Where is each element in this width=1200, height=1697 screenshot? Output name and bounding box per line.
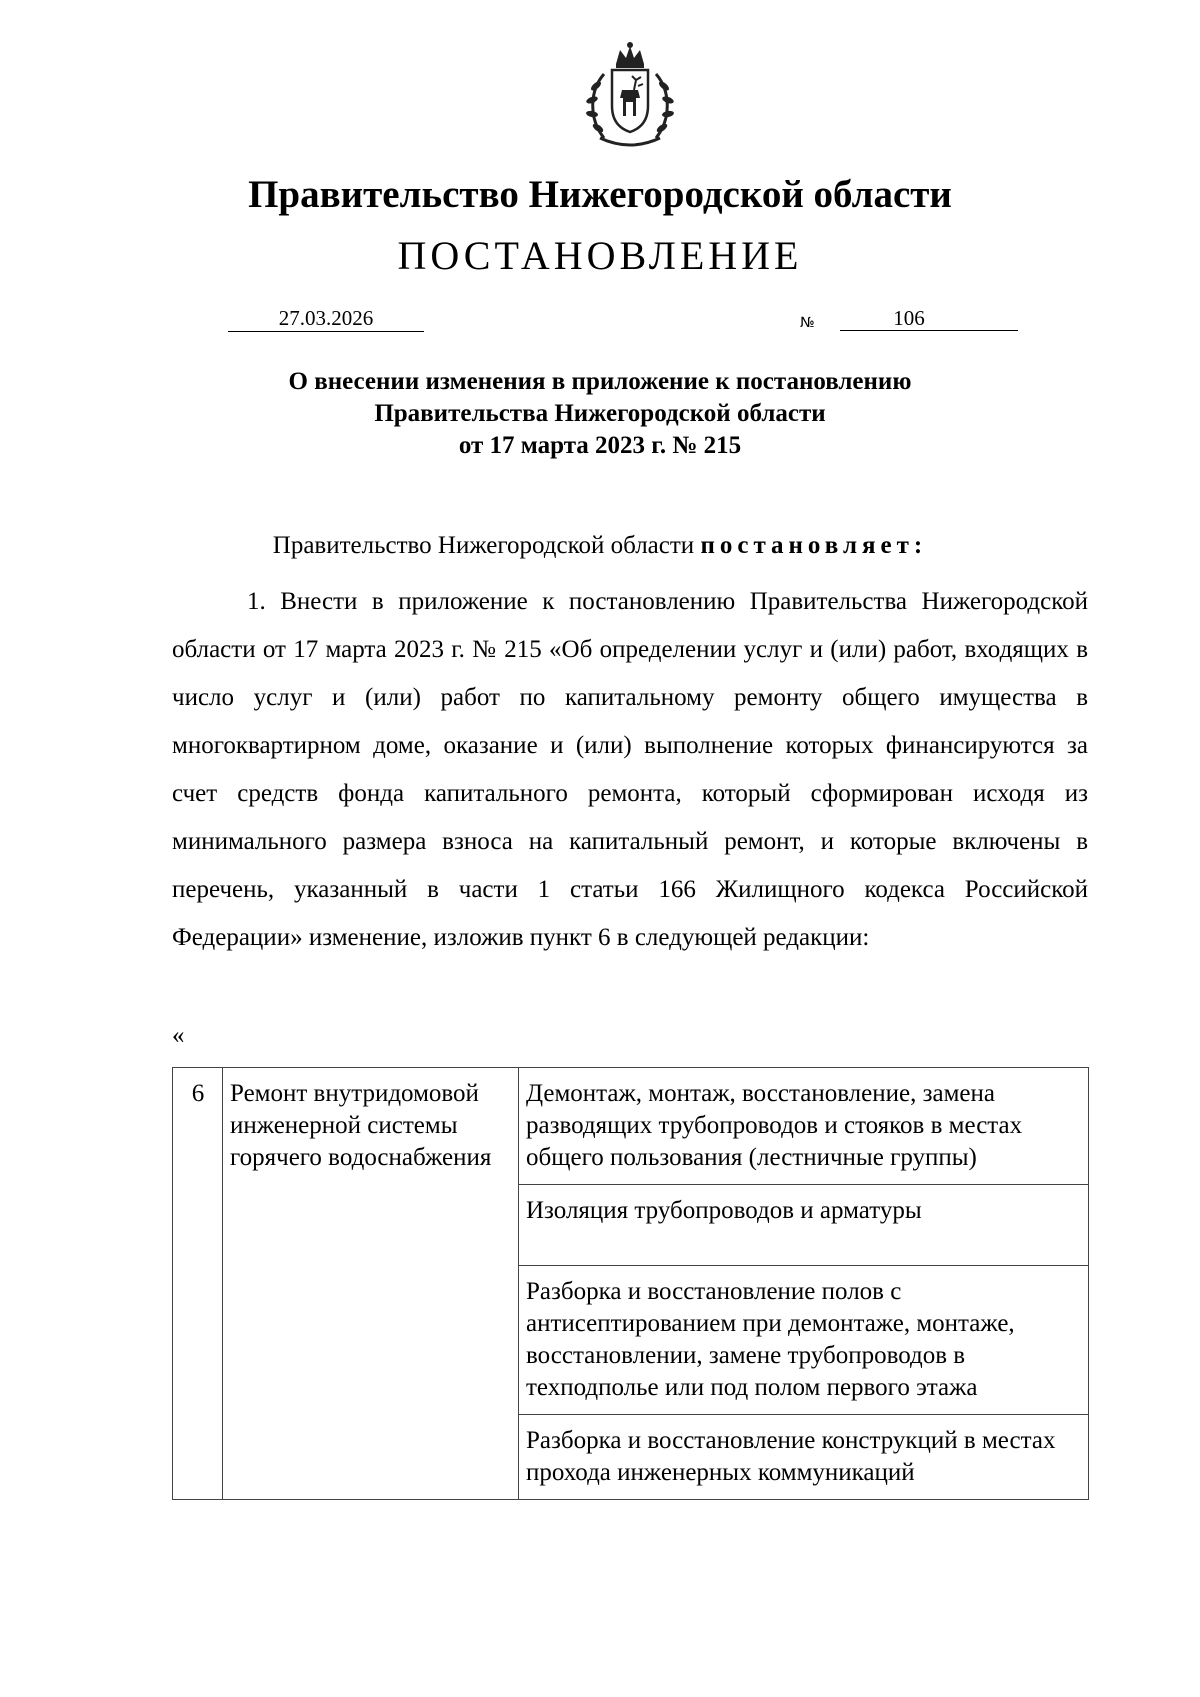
title-line-3: от 17 марта 2023 г. № 215 — [458, 432, 742, 459]
work-cell: Разборка и восстановление конструкций в местах прохода инженерных коммуникаций — [519, 1415, 1089, 1500]
document-number: 106 — [840, 306, 1018, 331]
amendment-table — [172, 1067, 1089, 1500]
document-date: 27.03.2026 — [228, 306, 424, 332]
work-cell: Изоляция трубопроводов и арматуры — [519, 1185, 1089, 1266]
document-title — [0, 366, 1200, 462]
item-number-cell: 6 — [173, 1068, 223, 1500]
table-row — [173, 1068, 1089, 1185]
intro-prefix: Правительство Нижегородской области — [272, 532, 701, 559]
document-type: ПОСТАНОВЛЕНИЕ — [397, 233, 803, 278]
work-cell: Разборка и восстановление полов с антисептированием при демонтаже, монтаже, восстановлении, замене трубопроводов в техподполье или под полом первого этажа — [519, 1266, 1089, 1415]
title-line-1: О внесении изменения в приложение к постановлению — [288, 368, 912, 395]
number-sign: № — [800, 315, 815, 331]
opening-quote: « — [172, 1022, 185, 1049]
work-cell: Демонтаж, монтаж, восстановление, замена разводящих трубопроводов и стояков в местах общего пользования (лестничные группы) — [519, 1068, 1089, 1185]
intro-line — [0, 530, 1200, 562]
decree-word: постановляет: — [700, 532, 928, 559]
system-name-cell: Ремонт внутридомовой инженерной системы горячего водоснабжения — [223, 1068, 519, 1500]
coat-of-arms-icon — [574, 40, 686, 152]
title-line-2: Правительства Нижегородской области — [374, 400, 826, 427]
paragraph-1: 1. Внести в приложение к постановлению Правительства Нижегородской области от 17 марта 2023 г. № 215 «Об определении услуг и (или) работ, входящих в число услуг и (или) работ по капитальному ремонту общего имущества в многоквартирном доме, оказание и (или) выполнение которых финансируются за счет средств фонда капитального ремонта, который сформирован исходя из минимального размера взноса на капитальный ремонт, и которые включены в перечень, указанный в части 1 статьи 166 Жилищного кодекса Российской Федерации» изменение, изложив пункт 6 в следующей редакции: — [172, 588, 1088, 951]
government-name: Правительство Нижегородской области — [248, 173, 952, 216]
